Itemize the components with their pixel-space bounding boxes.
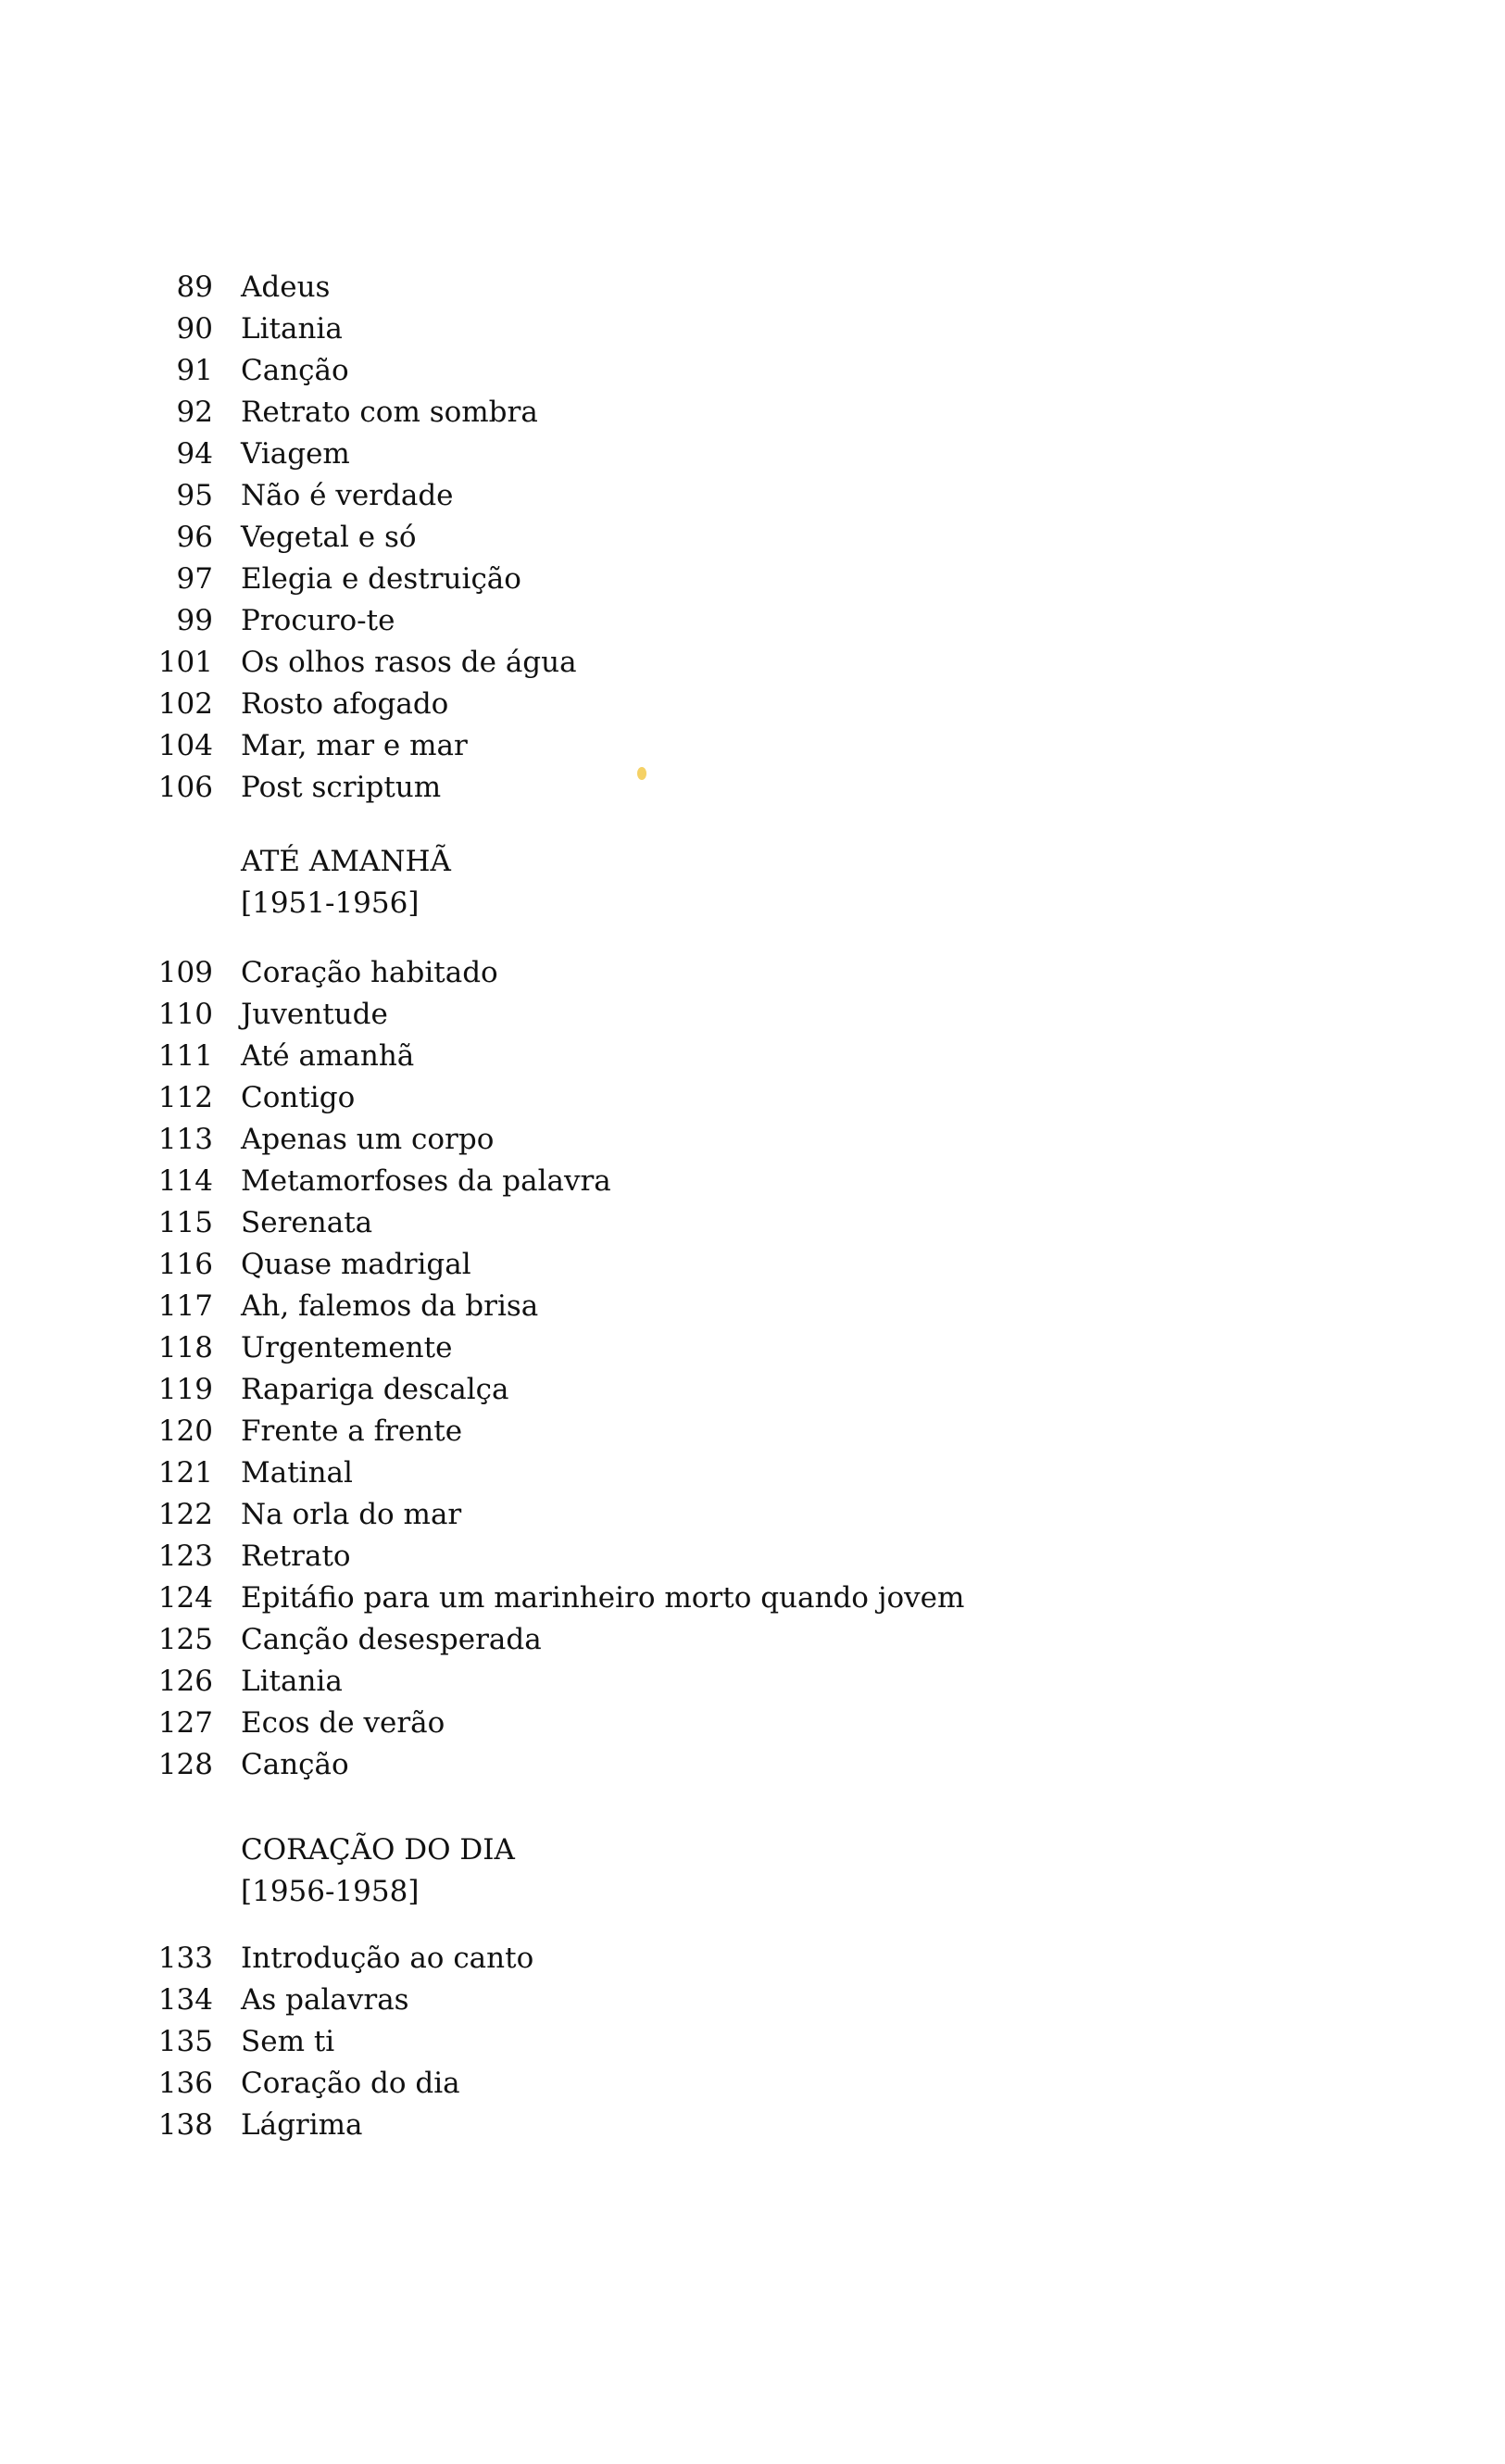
toc-title: Rosto afogado: [241, 687, 449, 721]
toc-page-number: 104: [157, 729, 213, 762]
toc-entry: [139, 2105, 533, 2146]
toc-page-number: 96: [176, 521, 213, 554]
toc-page-number: 123: [157, 1540, 213, 1573]
toc-page-number: 126: [157, 1665, 213, 1698]
toc-page-number: 117: [157, 1289, 213, 1323]
toc-title: Canção: [241, 1748, 349, 1781]
toc-entry: [139, 2021, 533, 2063]
toc-title: Litania: [241, 1665, 343, 1698]
toc-page-number: 92: [176, 396, 213, 429]
toc-title: Frente a frente: [241, 1414, 463, 1448]
toc-title: Retrato com sombra: [241, 396, 538, 429]
toc-page-number: 99: [176, 604, 213, 637]
toc-entry: [139, 725, 577, 767]
section-years: [1951-1956]: [241, 886, 420, 920]
toc-title: Canção: [241, 354, 349, 387]
toc-list-section-3: [139, 1938, 533, 2146]
toc-title: Viagem: [241, 437, 350, 471]
toc-entry: [139, 1980, 533, 2021]
toc-title: Juventude: [241, 998, 388, 1031]
toc-page-number: 120: [157, 1414, 213, 1448]
toc-title: Coração do dia: [241, 2067, 460, 2100]
toc-entry: [139, 600, 577, 642]
section-heading-ate-amanha: [241, 841, 451, 924]
toc-page-number: 119: [157, 1373, 213, 1406]
toc-title: Post scriptum: [241, 771, 442, 804]
toc-entry: [139, 1536, 964, 1578]
toc-title: Procuro-te: [241, 604, 395, 637]
toc-title: Litania: [241, 312, 343, 346]
toc-title: Ah, falemos da brisa: [241, 1289, 539, 1323]
toc-list-section-2: [139, 952, 964, 1786]
toc-entry: [139, 684, 577, 725]
section-title: CORAÇÃO DO DIA: [241, 1833, 515, 1867]
toc-title: Rapariga descalça: [241, 1373, 509, 1406]
toc-page-number: 136: [157, 2067, 213, 2100]
toc-page-number: 97: [176, 562, 213, 596]
section-years: [1956-1958]: [241, 1875, 420, 1908]
toc-page-number: 138: [157, 2108, 213, 2142]
toc-title: Ecos de verão: [241, 1706, 445, 1740]
toc-title: As palavras: [241, 1983, 409, 2017]
toc-entry: [139, 1411, 964, 1452]
toc-title: Adeus: [241, 270, 331, 304]
toc-page-number: 135: [157, 2025, 213, 2058]
toc-entry: [139, 1661, 964, 1703]
toc-title: Introdução ao canto: [241, 1942, 534, 1975]
toc-page-number: 94: [176, 437, 213, 471]
toc-title: Até amanhã: [241, 1039, 415, 1073]
toc-entry: [139, 1077, 964, 1119]
toc-page-number: 89: [176, 270, 213, 304]
toc-entry: [139, 952, 964, 994]
toc-entry: [139, 1938, 533, 1980]
toc-entry: [139, 1244, 964, 1286]
toc-page-number: 110: [157, 998, 213, 1031]
toc-title: Sem ti: [241, 2025, 335, 2058]
toc-title: Lágrima: [241, 2108, 363, 2142]
toc-title: Retrato: [241, 1540, 351, 1573]
toc-entry: [139, 1036, 964, 1077]
toc-entry: [139, 559, 577, 600]
toc-title: Os olhos rasos de água: [241, 646, 577, 679]
toc-page-number: 116: [157, 1248, 213, 1281]
toc-entry: [139, 1286, 964, 1327]
toc-page-number: 115: [157, 1206, 213, 1239]
toc-page-number: 111: [157, 1039, 213, 1073]
toc-entry: [139, 517, 577, 559]
toc-page-number: 133: [157, 1942, 213, 1975]
toc-title: Quase madrigal: [241, 1248, 471, 1281]
toc-title: Canção desesperada: [241, 1623, 542, 1656]
toc-entry: [139, 767, 577, 809]
toc-title: Serenata: [241, 1206, 373, 1239]
toc-page-number: 122: [157, 1498, 213, 1531]
toc-page-number: 124: [157, 1581, 213, 1615]
section-heading-coracao-do-dia: [241, 1829, 515, 1913]
toc-entry: [139, 434, 577, 475]
toc-page-number: 102: [157, 687, 213, 721]
toc-page-number: 121: [157, 1456, 213, 1490]
toc-page-number: 114: [157, 1164, 213, 1198]
toc-page-number: 118: [157, 1331, 213, 1364]
toc-entry: [139, 267, 577, 308]
toc-page-number: 91: [176, 354, 213, 387]
toc-page-number: 128: [157, 1748, 213, 1781]
toc-entry: [139, 642, 577, 684]
toc-title: Coração habitado: [241, 956, 498, 989]
toc-entry: [139, 1619, 964, 1661]
toc-page-number: 95: [176, 479, 213, 512]
toc-page-number: 134: [157, 1983, 213, 2017]
toc-title: Na orla do mar: [241, 1498, 462, 1531]
toc-title: Vegetal e só: [241, 521, 417, 554]
toc-page-number: 90: [176, 312, 213, 346]
toc-entry: [139, 1161, 964, 1202]
toc-entry: [139, 308, 577, 350]
toc-page-number: 106: [157, 771, 213, 804]
toc-entry: [139, 1744, 964, 1786]
toc-title: Elegia e destruição: [241, 562, 521, 596]
toc-title: Mar, mar e mar: [241, 729, 468, 762]
toc-entry: [139, 1703, 964, 1744]
toc-entry: [139, 1578, 964, 1619]
toc-page-number: 113: [157, 1123, 213, 1156]
toc-title: Matinal: [241, 1456, 353, 1490]
toc-page-number: 127: [157, 1706, 213, 1740]
toc-page-number: 112: [157, 1081, 213, 1114]
ink-stain: [637, 767, 646, 780]
toc-entry: [139, 1494, 964, 1536]
toc-entry: [139, 1369, 964, 1411]
toc-entry: [139, 350, 577, 392]
toc-page-number: 101: [157, 646, 213, 679]
toc-page-number: 125: [157, 1623, 213, 1656]
toc-entry: [139, 475, 577, 517]
toc-title: Metamorfoses da palavra: [241, 1164, 611, 1198]
toc-entry: [139, 2063, 533, 2105]
toc-title: Apenas um corpo: [241, 1123, 495, 1156]
toc-entry: [139, 1327, 964, 1369]
section-title: ATÉ AMANHÃ: [241, 845, 451, 878]
toc-entry: [139, 994, 964, 1036]
toc-title: Urgentemente: [241, 1331, 453, 1364]
toc-entry: [139, 1119, 964, 1161]
toc-entry: [139, 392, 577, 434]
toc-title: Contigo: [241, 1081, 356, 1114]
toc-list-section-1: [139, 267, 577, 809]
toc-entry: [139, 1452, 964, 1494]
toc-entry: [139, 1202, 964, 1244]
toc-title: Epitáfio para um marinheiro morto quando jovem: [241, 1581, 965, 1615]
toc-title: Não é verdade: [241, 479, 454, 512]
toc-page-number: 109: [157, 956, 213, 989]
